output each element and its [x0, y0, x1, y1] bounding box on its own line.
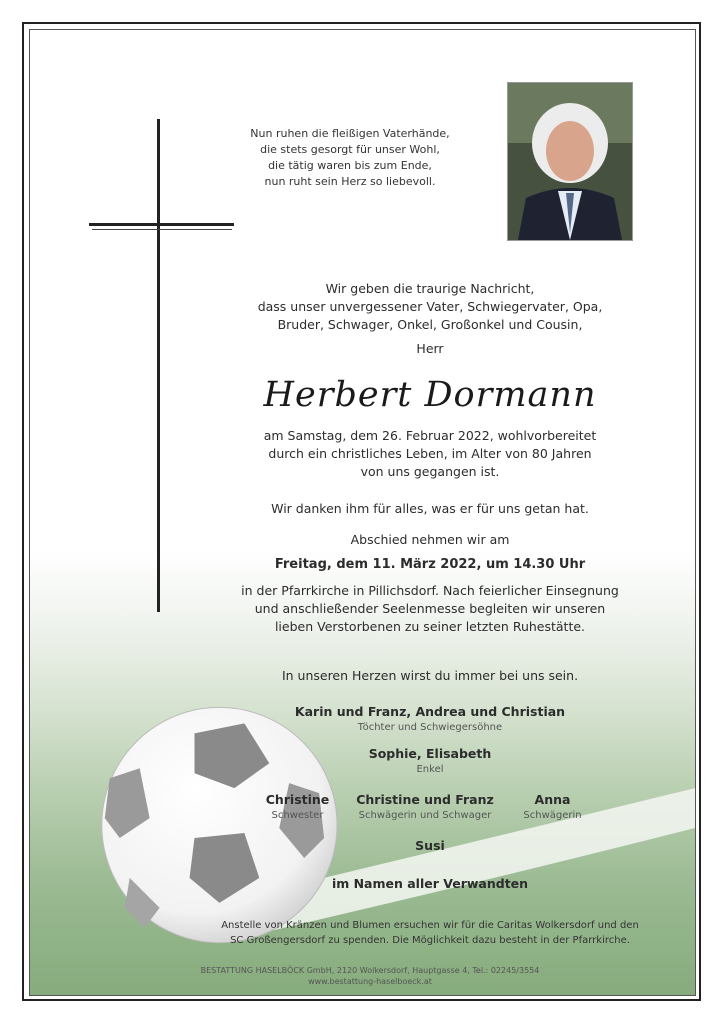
- hearts-text: In unseren Herzen wirst du immer bei uns sein.: [281, 668, 579, 683]
- death-line: am Samstag, dem 26. Februar 2022, wohlvorbereitet: [263, 428, 597, 443]
- intro-line: Wir geben die traurige Nachricht,: [325, 281, 535, 296]
- donation-text: [180, 918, 680, 948]
- footer-website: www.bestattung-haselboeck.at: [308, 977, 432, 986]
- susi-entry: Susi: [415, 838, 445, 853]
- relative-role: Schwägerin: [523, 810, 582, 821]
- cross-horizontal: [89, 223, 234, 226]
- portrait-photo: [507, 82, 633, 241]
- ceremony-text: [200, 582, 660, 636]
- cross-vertical: [157, 119, 160, 612]
- intro-line: Bruder, Schwager, Onkel, Großonkel und Cousin,: [277, 317, 583, 332]
- in-laws-entry: [345, 791, 505, 822]
- donation-line: Anstelle von Kränzen und Blumen ersuchen wir für die Caritas Wolkersdorf und den: [221, 920, 639, 931]
- anna-entry: [505, 791, 600, 822]
- poem-line: Nun ruhen die fleißigen Vaterhände,: [250, 127, 450, 140]
- death-line: durch ein christliches Leben, im Alter von 80 Jahren: [268, 446, 592, 461]
- sister-entry: [250, 791, 345, 822]
- intro-text: [200, 280, 660, 358]
- relative-names: Karin und Franz, Andrea und Christian: [294, 704, 566, 719]
- donation-line: SC Großengersdorf zu spenden. Die Möglichkeit dazu besteht in der Pfarrkirche.: [230, 935, 630, 946]
- relative-names: Anna: [534, 792, 571, 807]
- footer-address: BESTATTUNG HASELBÖCK GmbH, 2120 Wolkersdorf, Hauptgasse 4, Tel.: 02245/3554: [200, 966, 540, 975]
- farewell-intro: Abschied nehmen wir am: [350, 532, 510, 547]
- poem-line: nun ruht sein Herz so liebevoll.: [264, 175, 436, 188]
- funeral-date: Freitag, dem 11. März 2022, um 14.30 Uhr: [274, 557, 586, 572]
- deceased-name: Herbert Dormann: [263, 375, 597, 415]
- poem: [240, 126, 460, 190]
- footer: [160, 965, 580, 987]
- relative-role: Schwägerin und Schwager: [358, 810, 492, 821]
- ceremony-line: lieben Verstorbenen zu seiner letzten Ruhestätte.: [274, 619, 586, 634]
- salutation: Herr: [416, 341, 444, 356]
- thanks-text: Wir danken ihm für alles, was er für uns getan hat.: [271, 501, 589, 516]
- ceremony-line: in der Pfarrkirche in Pillichsdorf. Nach feierlicher Einsegnung: [241, 583, 619, 598]
- relative-role: Töchter und Schwiegersöhne: [357, 722, 503, 733]
- relative-names: Sophie, Elisabeth: [368, 746, 492, 761]
- poem-line: die tätig waren bis zum Ende,: [268, 159, 432, 172]
- intro-line: dass unser unvergessener Vater, Schwiegervater, Opa,: [257, 299, 603, 314]
- daughters-entry: [200, 703, 660, 734]
- ceremony-line: und anschließender Seelenmesse begleiten wir unseren: [254, 601, 606, 616]
- cross-horizontal-shadow: [92, 229, 232, 230]
- death-line: von uns gegangen ist.: [360, 464, 500, 479]
- poem-line: die stets gesorgt für unser Wohl,: [260, 143, 440, 156]
- relative-names: Christine und Franz: [356, 792, 494, 807]
- relative-role: Enkel: [416, 764, 444, 775]
- all-relatives: im Namen aller Verwandten: [331, 876, 529, 891]
- death-notice: [200, 427, 660, 481]
- relative-role: Schwester: [271, 810, 324, 821]
- relative-names: Christine: [265, 792, 330, 807]
- grandchildren-entry: [200, 745, 660, 776]
